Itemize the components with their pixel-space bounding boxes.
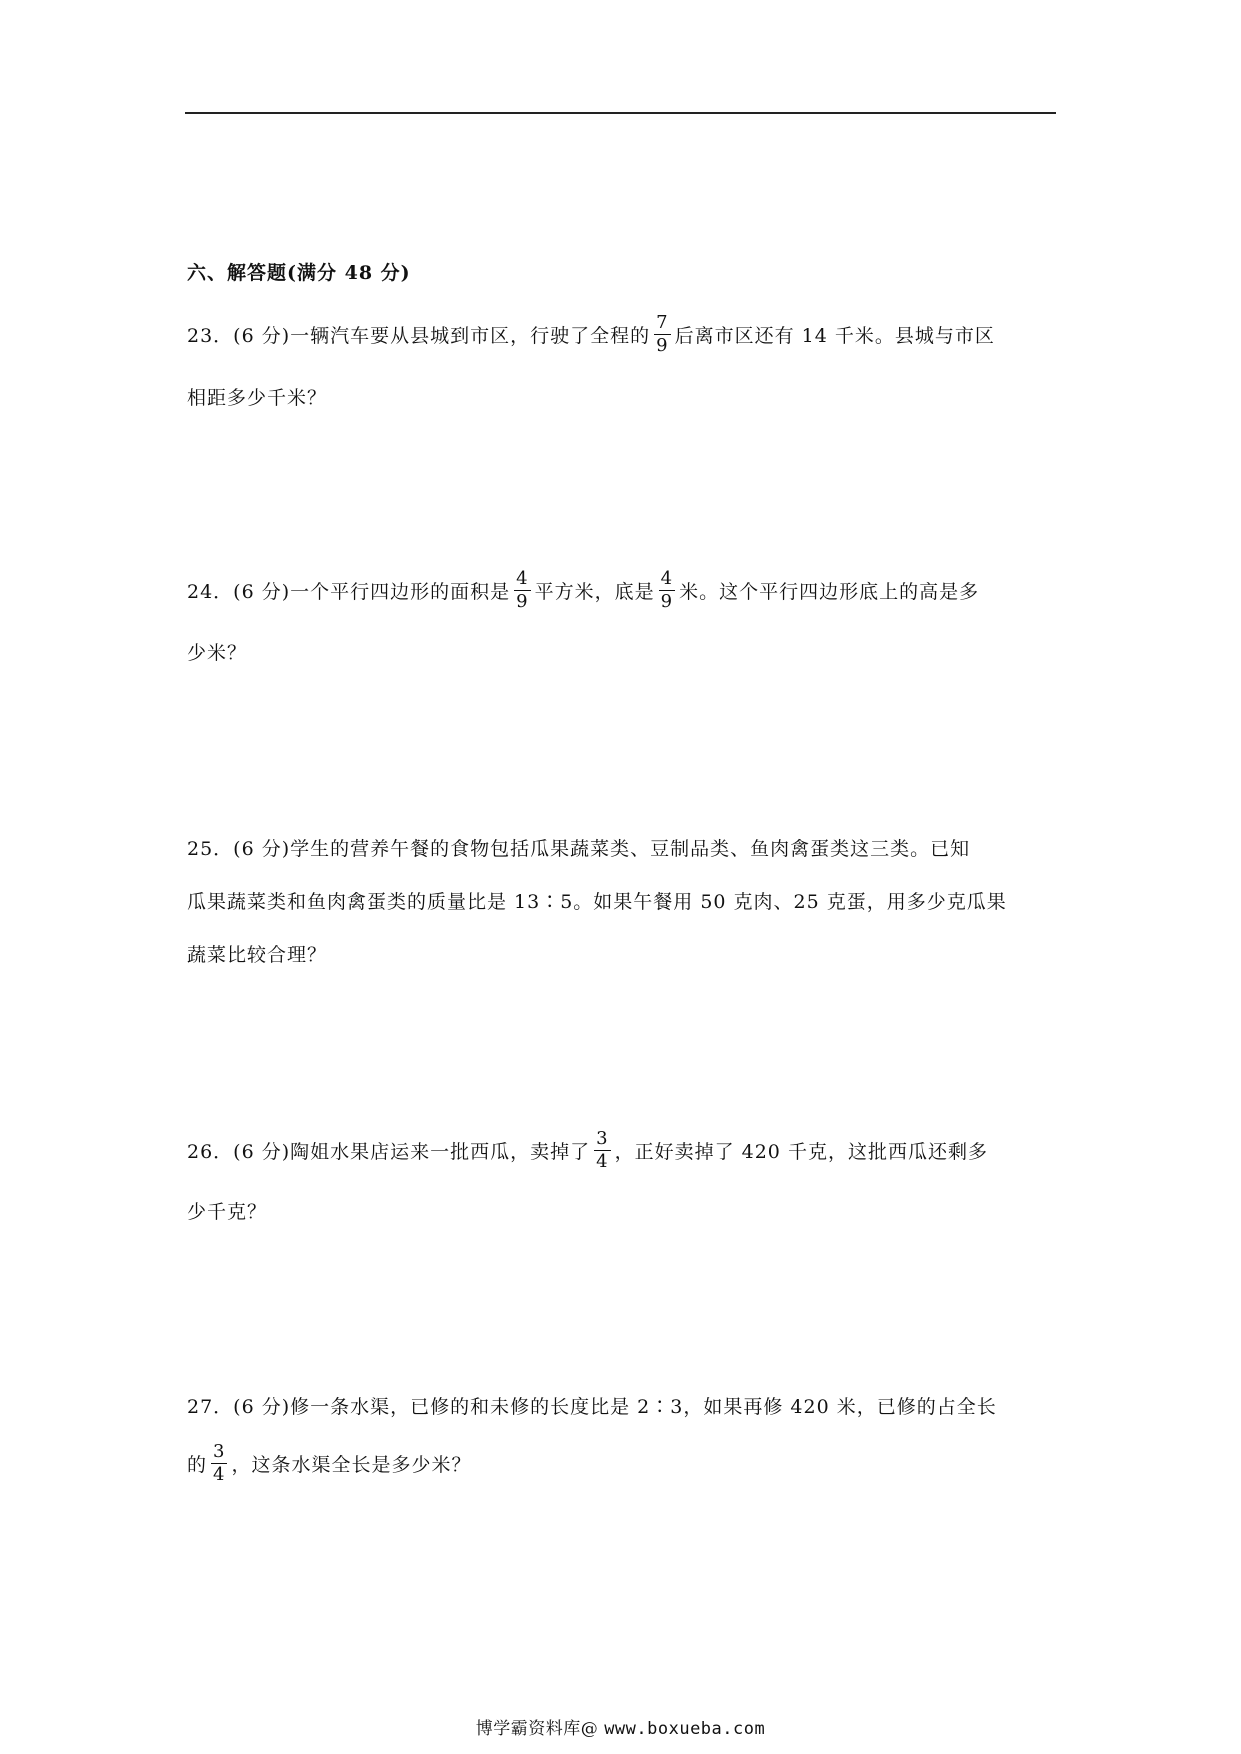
question-27-line-2 xyxy=(187,1440,471,1486)
fraction-numerator: 4 xyxy=(516,567,529,589)
question-27-text-a: 的 xyxy=(187,1453,208,1476)
fraction-7-9 xyxy=(654,313,670,356)
footer-site-name: 博学霸资料库@ xyxy=(475,1719,599,1739)
fraction-4-9-area xyxy=(514,569,530,612)
fraction-numerator: 3 xyxy=(596,1127,609,1149)
fraction-numerator: 7 xyxy=(656,311,669,333)
fraction-4-9-base xyxy=(659,569,675,612)
question-24-text-b: 平方米，底是 xyxy=(534,580,655,603)
question-23-text-b: 后离市区还有 14 千米。县城与市区 xyxy=(674,324,995,347)
header-rule xyxy=(185,112,1056,114)
question-26-text-b: ，正好卖掉了 420 千克，这批西瓜还剩多 xyxy=(614,1140,988,1163)
footer-watermark xyxy=(0,1714,1241,1739)
question-23-text-a: 23．(6 分)一辆汽车要从县城到市区，行驶了全程的 xyxy=(187,324,651,347)
question-24-text-c: 米。这个平行四边形底上的高是多 xyxy=(679,580,980,603)
fraction-numerator: 3 xyxy=(213,1440,226,1462)
question-23-line-1 xyxy=(187,311,995,357)
fraction-denominator: 4 xyxy=(596,1150,609,1172)
question-27-line-1: 27．(6 分)修一条水渠，已修的和未修的长度比是 2∶3，如果再修 420 米，已修的占全长 xyxy=(187,1395,997,1418)
fraction-3-4 xyxy=(211,1442,227,1485)
fraction-numerator: 4 xyxy=(660,567,674,589)
question-24-line-2: 少米？ xyxy=(187,641,248,664)
question-24-text-a: 24．(6 分)一个平行四边形的面积是 xyxy=(187,580,511,603)
fraction-denominator: 4 xyxy=(213,1463,226,1485)
fraction-denominator: 9 xyxy=(656,334,669,356)
footer-url[interactable]: www.boxueba.com xyxy=(604,1719,766,1739)
question-25-line-3: 蔬菜比较合理？ xyxy=(187,943,328,966)
fraction-3-4 xyxy=(594,1129,610,1172)
question-23-line-2: 相距多少千米？ xyxy=(187,386,328,409)
fraction-denominator: 9 xyxy=(516,590,529,612)
question-24-line-1 xyxy=(187,567,979,613)
question-26-text-a: 26．(6 分)陶姐水果店运来一批西瓜，卖掉了 xyxy=(187,1140,591,1163)
question-27-text-b: ，这条水渠全长是多少米？ xyxy=(231,1453,472,1476)
question-26-line-2: 少千克？ xyxy=(187,1200,268,1223)
question-25-line-2: 瓜果蔬菜类和鱼肉禽蛋类的质量比是 13∶5。如果午餐用 50 克肉、25 克蛋，用多少克瓜果 xyxy=(187,890,1007,913)
question-26-line-1 xyxy=(187,1127,988,1173)
section-title: 六、解答题(满分 48 分) xyxy=(187,262,411,284)
question-25-line-1: 25．(6 分)学生的营养午餐的食物包括瓜果蔬菜类、豆制品类、鱼肉禽蛋类这三类。已知 xyxy=(187,837,971,860)
fraction-denominator: 9 xyxy=(660,590,674,612)
